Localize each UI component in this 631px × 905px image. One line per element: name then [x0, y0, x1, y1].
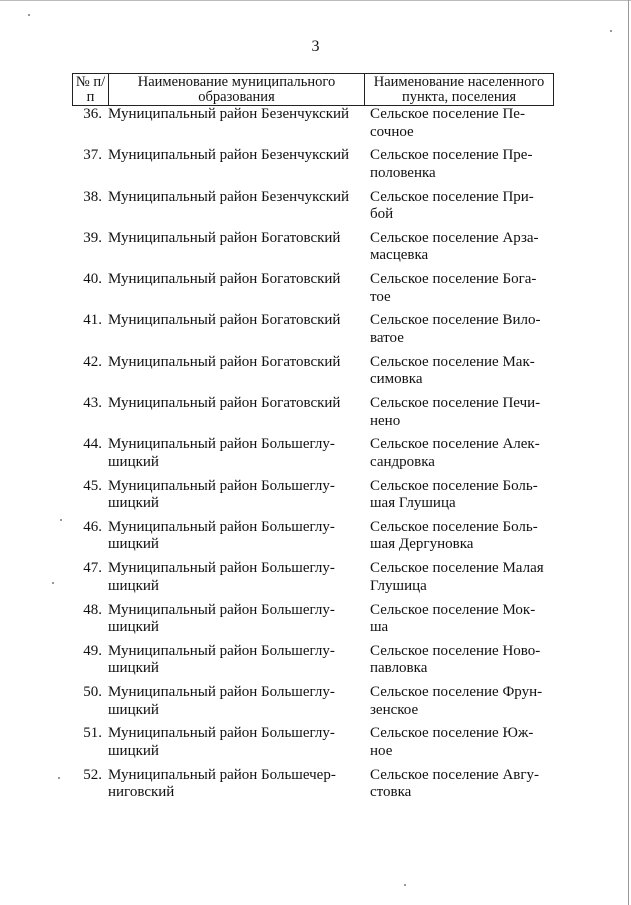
row-number: 47.	[83, 560, 102, 577]
table-row	[72, 436, 554, 477]
settlement-line: ватое	[370, 329, 404, 346]
municipality-line: Муниципальный район Большеглу-	[108, 725, 335, 742]
table-row	[72, 725, 554, 766]
table-row	[72, 767, 554, 808]
row-number: 46.	[83, 518, 102, 535]
row-municipality	[108, 395, 368, 436]
table-row	[72, 189, 554, 230]
row-number: 45.	[83, 477, 102, 494]
scan-speck	[28, 14, 30, 16]
row-municipality	[108, 312, 368, 353]
municipality-line: шицкий	[108, 536, 159, 553]
scan-speck	[58, 777, 60, 779]
settlement-line: Сельское поселение Бога-	[370, 271, 537, 288]
settlement-line: Сельское поселение Алек-	[370, 436, 540, 453]
settlement-line: ша	[370, 619, 389, 636]
table-row	[72, 354, 554, 395]
municipality-line: Муниципальный район Безенчукский	[108, 106, 350, 122]
settlement-line: Сельское поселение Пе-	[370, 106, 525, 122]
row-municipality	[108, 189, 368, 230]
scan-speck	[52, 582, 54, 584]
row-municipality	[108, 725, 368, 766]
row-number: 40.	[83, 271, 102, 288]
row-settlement	[368, 602, 554, 643]
row-municipality	[108, 478, 368, 519]
scan-speck	[60, 519, 62, 521]
settlement-line: нено	[370, 412, 401, 429]
municipality-line: Муниципальный район Большечер-	[108, 766, 336, 783]
row-number: 41.	[83, 312, 102, 329]
settlement-line: шая Глушица	[370, 495, 456, 512]
municipality-line: Муниципальный район Богатовский	[108, 271, 341, 288]
row-settlement	[368, 271, 554, 312]
municipality-line: ниговский	[108, 784, 175, 801]
table-row	[72, 478, 554, 519]
header-settlement: Наименование населенного пункта, поселения	[373, 73, 545, 105]
table-row	[72, 560, 554, 601]
row-settlement	[368, 395, 554, 436]
row-municipality	[108, 230, 368, 271]
header-number: № п/п	[73, 74, 109, 105]
municipality-line: шицкий	[108, 619, 159, 636]
municipality-line: Муниципальный район Богатовский	[108, 395, 341, 412]
row-number: 43.	[83, 395, 102, 412]
municipality-line: шицкий	[108, 742, 159, 759]
row-number: 51.	[83, 725, 102, 742]
row-number: 48.	[83, 601, 102, 618]
row-settlement	[368, 684, 554, 725]
municipality-line: Муниципальный район Большеглу-	[108, 560, 335, 577]
table-body	[72, 106, 554, 808]
row-municipality	[108, 271, 368, 312]
table-row	[72, 395, 554, 436]
row-settlement	[368, 189, 554, 230]
row-settlement	[368, 106, 554, 147]
row-municipality	[108, 354, 368, 395]
settlement-line: бой	[370, 206, 394, 223]
row-number: 37.	[83, 147, 102, 164]
row-municipality	[108, 147, 368, 188]
row-municipality	[108, 106, 368, 147]
table-row	[72, 312, 554, 353]
settlement-line: Сельское поселение При-	[370, 188, 534, 205]
municipality-line: Муниципальный район Безенчукский	[108, 147, 350, 164]
settlement-line: Сельское поселение Фрун-	[370, 684, 543, 701]
row-settlement	[368, 478, 554, 519]
row-settlement	[368, 767, 554, 808]
municipality-line: Муниципальный район Богатовский	[108, 312, 341, 329]
settlement-line: стовка	[370, 784, 412, 801]
municipality-line: шицкий	[108, 660, 159, 677]
table-row	[72, 230, 554, 271]
row-municipality	[108, 643, 368, 684]
row-settlement	[368, 725, 554, 766]
municipality-line: Муниципальный район Большеглу-	[108, 601, 335, 618]
settlement-line: зенское	[370, 701, 419, 718]
table-header	[72, 73, 554, 106]
settlement-line: Глушица	[370, 577, 427, 594]
settlement-line: сандровка	[370, 453, 435, 470]
municipality-line: шицкий	[108, 701, 159, 718]
table-row	[72, 602, 554, 643]
table-row	[72, 106, 554, 147]
row-municipality	[108, 436, 368, 477]
settlement-line: шая Дергуновка	[370, 536, 474, 553]
row-settlement	[368, 312, 554, 353]
settlement-line: Сельское поселение Печи-	[370, 395, 541, 412]
scan-edge-right	[628, 0, 629, 905]
municipality-line: Муниципальный район Безенчукский	[108, 188, 350, 205]
row-municipality	[108, 602, 368, 643]
settlement-line: половенка	[370, 164, 436, 181]
row-municipality	[108, 519, 368, 560]
header-municipality: Наименование муниципального образования	[109, 74, 365, 105]
settlement-line: Сельское поселение Боль-	[370, 518, 538, 535]
municipality-line: Муниципальный район Богатовский	[108, 353, 341, 370]
municipality-line: Муниципальный район Большеглу-	[108, 642, 335, 659]
scan-speck	[610, 30, 612, 32]
settlement-line: Сельское поселение Вило-	[370, 312, 541, 329]
page-number: 3	[311, 38, 320, 55]
table-row	[72, 684, 554, 725]
settlement-line: тое	[370, 288, 391, 305]
settlement-line: Сельское поселение Мак-	[370, 353, 535, 370]
scan-speck	[404, 884, 406, 886]
municipality-line: Муниципальный район Большеглу-	[108, 684, 335, 701]
settlement-line: сочное	[370, 123, 414, 140]
row-settlement	[368, 354, 554, 395]
table-row	[72, 519, 554, 560]
settlement-line: Сельское поселение Юж-	[370, 725, 534, 742]
municipality-line: Муниципальный район Большеглу-	[108, 477, 335, 494]
municipality-line: шицкий	[108, 577, 159, 594]
municipality-line: шицкий	[108, 453, 159, 470]
row-municipality	[108, 560, 368, 601]
settlement-line: павловка	[370, 660, 428, 677]
settlement-line: симовка	[370, 371, 423, 388]
settlement-line: Сельское поселение Боль-	[370, 477, 538, 494]
row-number: 42.	[83, 353, 102, 370]
settlement-line: Сельское поселение Пре-	[370, 147, 533, 164]
row-number: 38.	[83, 188, 102, 205]
settlement-line: Сельское поселение Мок-	[370, 601, 536, 618]
settlement-line: Сельское поселение Авгу-	[370, 766, 540, 783]
row-number: 36.	[83, 106, 102, 122]
row-number: 49.	[83, 642, 102, 659]
settlement-line: Сельское поселение Малая	[370, 560, 544, 577]
table-row	[72, 147, 554, 188]
row-municipality	[108, 684, 368, 725]
municipality-line: шицкий	[108, 495, 159, 512]
row-municipality	[108, 767, 368, 808]
row-settlement	[368, 230, 554, 271]
row-settlement	[368, 147, 554, 188]
table-row	[72, 643, 554, 684]
scan-edge-top	[0, 0, 631, 1]
row-number: 39.	[83, 229, 102, 246]
row-settlement	[368, 519, 554, 560]
row-number: 44.	[83, 436, 102, 453]
row-settlement	[368, 560, 554, 601]
municipality-line: Муниципальный район Большеглу-	[108, 518, 335, 535]
municipality-line: Муниципальный район Большеглу-	[108, 436, 335, 453]
municipality-line: Муниципальный район Богатовский	[108, 229, 341, 246]
row-settlement	[368, 643, 554, 684]
row-number: 52.	[83, 766, 102, 783]
settlement-line: масцевка	[370, 247, 429, 264]
settlement-line: Сельское поселение Арза-	[370, 229, 539, 246]
settlement-line: ное	[370, 742, 393, 759]
settlement-line: Сельское поселение Ново-	[370, 642, 541, 659]
row-number: 50.	[83, 684, 102, 701]
row-settlement	[368, 436, 554, 477]
table-row	[72, 271, 554, 312]
